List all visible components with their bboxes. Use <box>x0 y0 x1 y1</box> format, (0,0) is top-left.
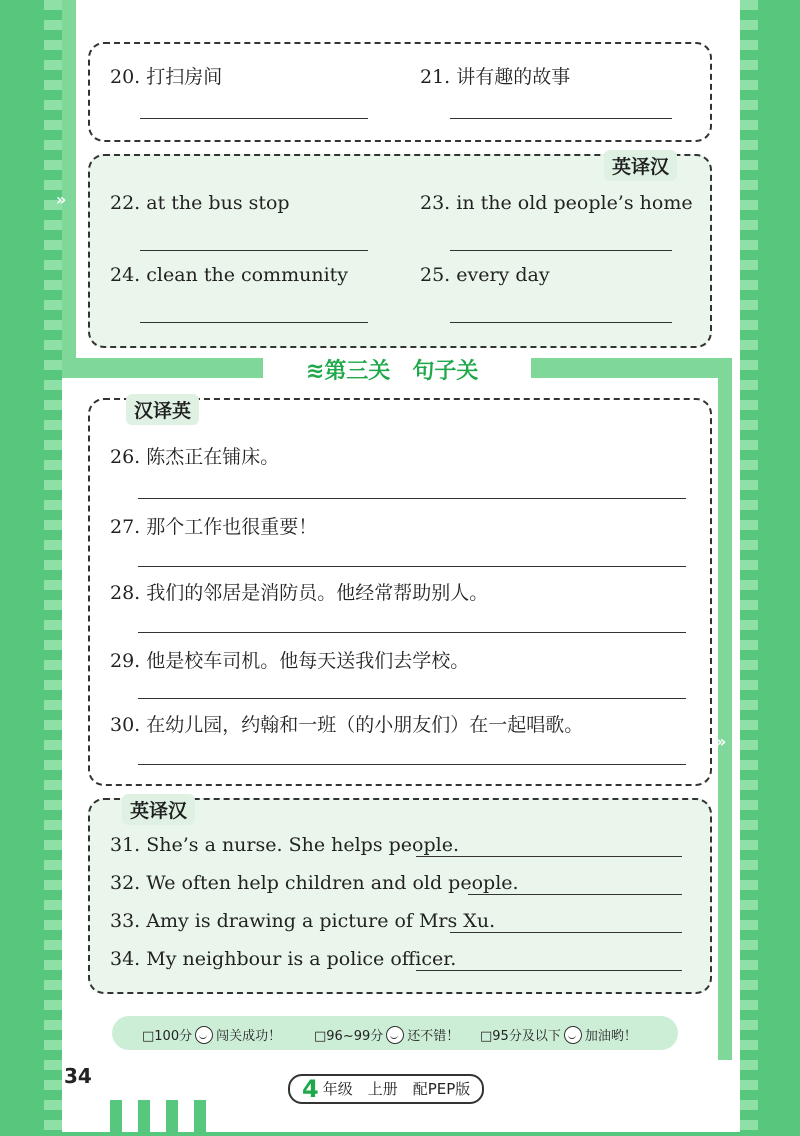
right-green-rail <box>718 360 732 1060</box>
edition-text: 年级 上册 配PEP版 <box>322 1080 471 1098</box>
book-edition-label <box>288 1074 484 1104</box>
question-22: 22. at the bus stop <box>110 192 290 214</box>
question-27: 27. 那个工作也很重要！ <box>110 516 318 538</box>
answer-line-29[interactable] <box>138 698 686 699</box>
score-label-96-99: □96~99分 <box>314 1029 384 1044</box>
score-option-96-99[interactable] <box>314 1025 459 1044</box>
answer-line-25[interactable] <box>450 322 672 323</box>
score-label-95-below: □95分及以下 <box>480 1029 561 1044</box>
answer-line-31[interactable] <box>416 856 682 857</box>
grade-number: 4 <box>302 1075 319 1103</box>
bottom-decor-bars <box>110 1100 222 1136</box>
answer-line-23[interactable] <box>450 250 672 251</box>
score-text-95-below: 加油哟！ <box>584 1029 637 1044</box>
score-text-96-99: 还不错！ <box>407 1029 460 1044</box>
question-33: 33. Amy is drawing a picture of Mrs Xu. <box>110 910 496 932</box>
question-20: 20. 打扫房间 <box>110 66 223 88</box>
question-29: 29. 他是校车司机。他每天送我们去学校。 <box>110 650 470 672</box>
answer-line-28[interactable] <box>138 632 686 633</box>
score-label-100: □100分 <box>142 1029 193 1044</box>
question-26: 26. 陈杰正在铺床。 <box>110 446 280 468</box>
answer-line-21[interactable] <box>450 118 672 119</box>
question-31: 31. She’s a nurse. She helps people. <box>110 834 459 856</box>
question-28: 28. 我们的邻居是消防员。他经常帮助别人。 <box>110 582 489 604</box>
question-21: 21. 讲有趣的故事 <box>420 66 571 88</box>
phrase-panel-english <box>88 154 712 348</box>
section-tag-zh-to-en: 汉译英 <box>126 394 199 425</box>
score-option-100[interactable] <box>142 1025 281 1044</box>
answer-line-30[interactable] <box>138 764 686 765</box>
answer-line-20[interactable] <box>140 118 368 119</box>
question-32: 32. We often help children and old people. <box>110 872 519 894</box>
section-title: ≋第三关 句子关 <box>300 354 484 385</box>
answer-line-26[interactable] <box>138 498 686 499</box>
question-30: 30. 在幼儿园，约翰和一班（的小朋友们）在一起唱歌。 <box>110 714 584 736</box>
happy-face-icon <box>195 1026 213 1044</box>
chevron-left-icon: » <box>56 190 67 209</box>
chevron-right-icon: » <box>716 732 727 751</box>
left-green-rail <box>62 0 76 360</box>
score-text-100: 闯关成功！ <box>216 1029 282 1044</box>
self-assessment-bar <box>112 1016 678 1050</box>
page-number: 34 <box>64 1064 92 1088</box>
left-border-stripe <box>44 0 62 1132</box>
answer-line-32[interactable] <box>468 894 682 895</box>
right-border-stripe <box>740 0 758 1132</box>
answer-line-24[interactable] <box>140 322 368 323</box>
question-25: 25. every day <box>420 264 550 286</box>
section-tag-en-to-zh-bottom: 英译汉 <box>122 794 195 825</box>
score-option-95-below[interactable] <box>480 1025 637 1044</box>
question-23: 23. in the old people’s home <box>420 192 693 214</box>
question-34: 34. My neighbour is a police officer. <box>110 948 457 970</box>
question-24: 24. clean the community <box>110 264 349 286</box>
answer-line-33[interactable] <box>450 932 682 933</box>
phrase-panel-chinese <box>88 42 712 142</box>
cheer-face-icon <box>564 1026 582 1044</box>
section-tag-en-to-zh-top: 英译汉 <box>604 150 677 181</box>
answer-line-27[interactable] <box>138 566 686 567</box>
smile-face-icon <box>386 1026 404 1044</box>
answer-line-22[interactable] <box>140 250 368 251</box>
answer-line-34[interactable] <box>416 970 682 971</box>
